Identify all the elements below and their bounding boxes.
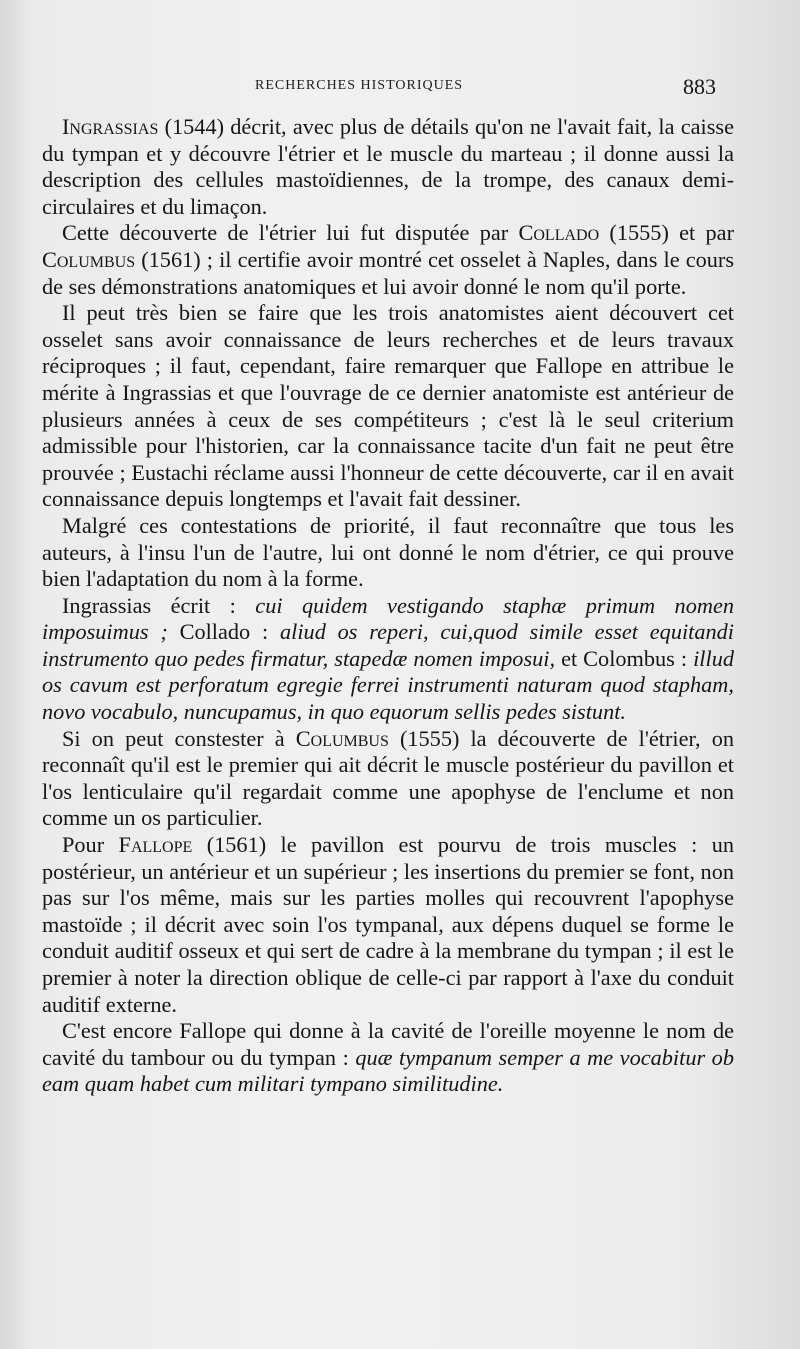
latin-quote: illud os cavum est perforatum egregie ferrei instrumenti naturam quod stapham, novo vocabulo, nuncupamus, in quo equorum sellis pedes sistunt. [42,645,734,725]
author-name: Columbus [42,246,136,272]
latin-quote: cui quidem vestigando staphæ primum nomen imposuimus ; [42,592,734,645]
paragraph [42,1018,734,1098]
latin-quote: aliud os reperi, cui,quod simile esset equitandi instrumento quo pedes firmatur, stapedæ nomen imposui, [42,619,734,671]
paragraph [42,726,734,832]
page-number: 883 [683,74,716,99]
paragraph [42,832,734,1018]
text-run: Pour [62,832,119,858]
text-run: (1561) ; il certifie avoir montré cet osselet à Naples, dans le cours de ses démonstrations anatomiques et lui avoir donné le nom qu'il porte. [42,246,734,299]
paragraph [42,220,734,300]
paragraph [42,114,734,220]
text-run: Collado : [167,619,281,645]
text-run: Il peut très bien se faire que les trois anatomistes aient découvert cet osselet sans avoir connaissance de leurs recherches et de leurs travaux réciproques ; il faut, cependant, faire remarquer que Fallope en attribue le mérite à Ingrassias et que l'ouvrage de ce dernier anatomiste est antérieur de plusieurs années à ceux de ses compétiteurs ; c'est là le seul criterium admissible pour l'historien, car la connaissance tacite d'un fait ne peut être prouvée ; Eustachi réclame aussi l'honneur de cette découverte, car il en avait connaissance depuis longtemps et l'avait fait dessiner. [42,300,734,512]
text-run: (1544) décrit, avec plus de détails qu'on ne l'avait fait, la caisse du tympan et y découvre l'étrier et le muscle du marteau ; il donne aussi la description des cellules mastoïdiennes, de la trompe, des canaux demi-circulaires et du limaçon. [42,114,734,219]
text-run: Cette découverte de l'étrier lui fut disputée par [62,220,519,246]
paragraph [42,300,734,513]
text-run: Malgré ces contestations de priorité, il faut reconnaître que tous les auteurs, à l'insu l'un de l'autre, lui ont donné le nom d'étrier, ce qui prouve bien l'adaptation du nom à la forme. [42,512,734,592]
text-run: (1561) le pavillon est pourvu de trois muscles : un postérieur, un antérieur et un supérieur ; les insertions du premier se font, non pas sur l'os même, mais sur les parties molles qui recouvrent l'apophyse mastoïde ; il décrit avec soin l'os tympanal, aux dépens duquel se forme le conduit auditif osseux et qui sert de cadre à la membrane du tympan ; il est le premier à noter la direction oblique de celle-ci par rapport à l'axe du conduit auditif externe. [42,832,734,1017]
text-run: (1555) la découverte de l'étrier, on reconnaît qu'il est le premier qui ait décrit le muscle postérieur du pavillon et l'os lenticulaire qu'il regardait comme une apophyse de l'enclume et non comme un os particulier. [42,725,734,831]
paragraph [42,593,734,726]
author-name: Columbus [295,725,389,751]
author-name: Ingrassias [62,114,159,139]
running-head: RECHERCHES HISTORIQUES [255,78,464,93]
author-name: Collado [518,220,600,246]
body-text [42,114,734,1098]
text-run: Si on peut constester à [62,725,296,751]
page-header [0,76,800,106]
paragraph [42,513,734,593]
text-run: Ingrassias écrit : [62,592,256,618]
text-run: et Colombus : [555,645,694,671]
text-run: (1555) et par [599,220,734,246]
text-run: C'est encore Fallope qui donne à la cavité de l'oreille moyenne le nom de cavité du tambour ou du tympan : [42,1018,734,1070]
author-name: Fallope [118,832,193,858]
latin-quote: quæ tympanum semper a me vocabitur ob eam quam habet cum militari tympano similitudine. [42,1044,734,1097]
